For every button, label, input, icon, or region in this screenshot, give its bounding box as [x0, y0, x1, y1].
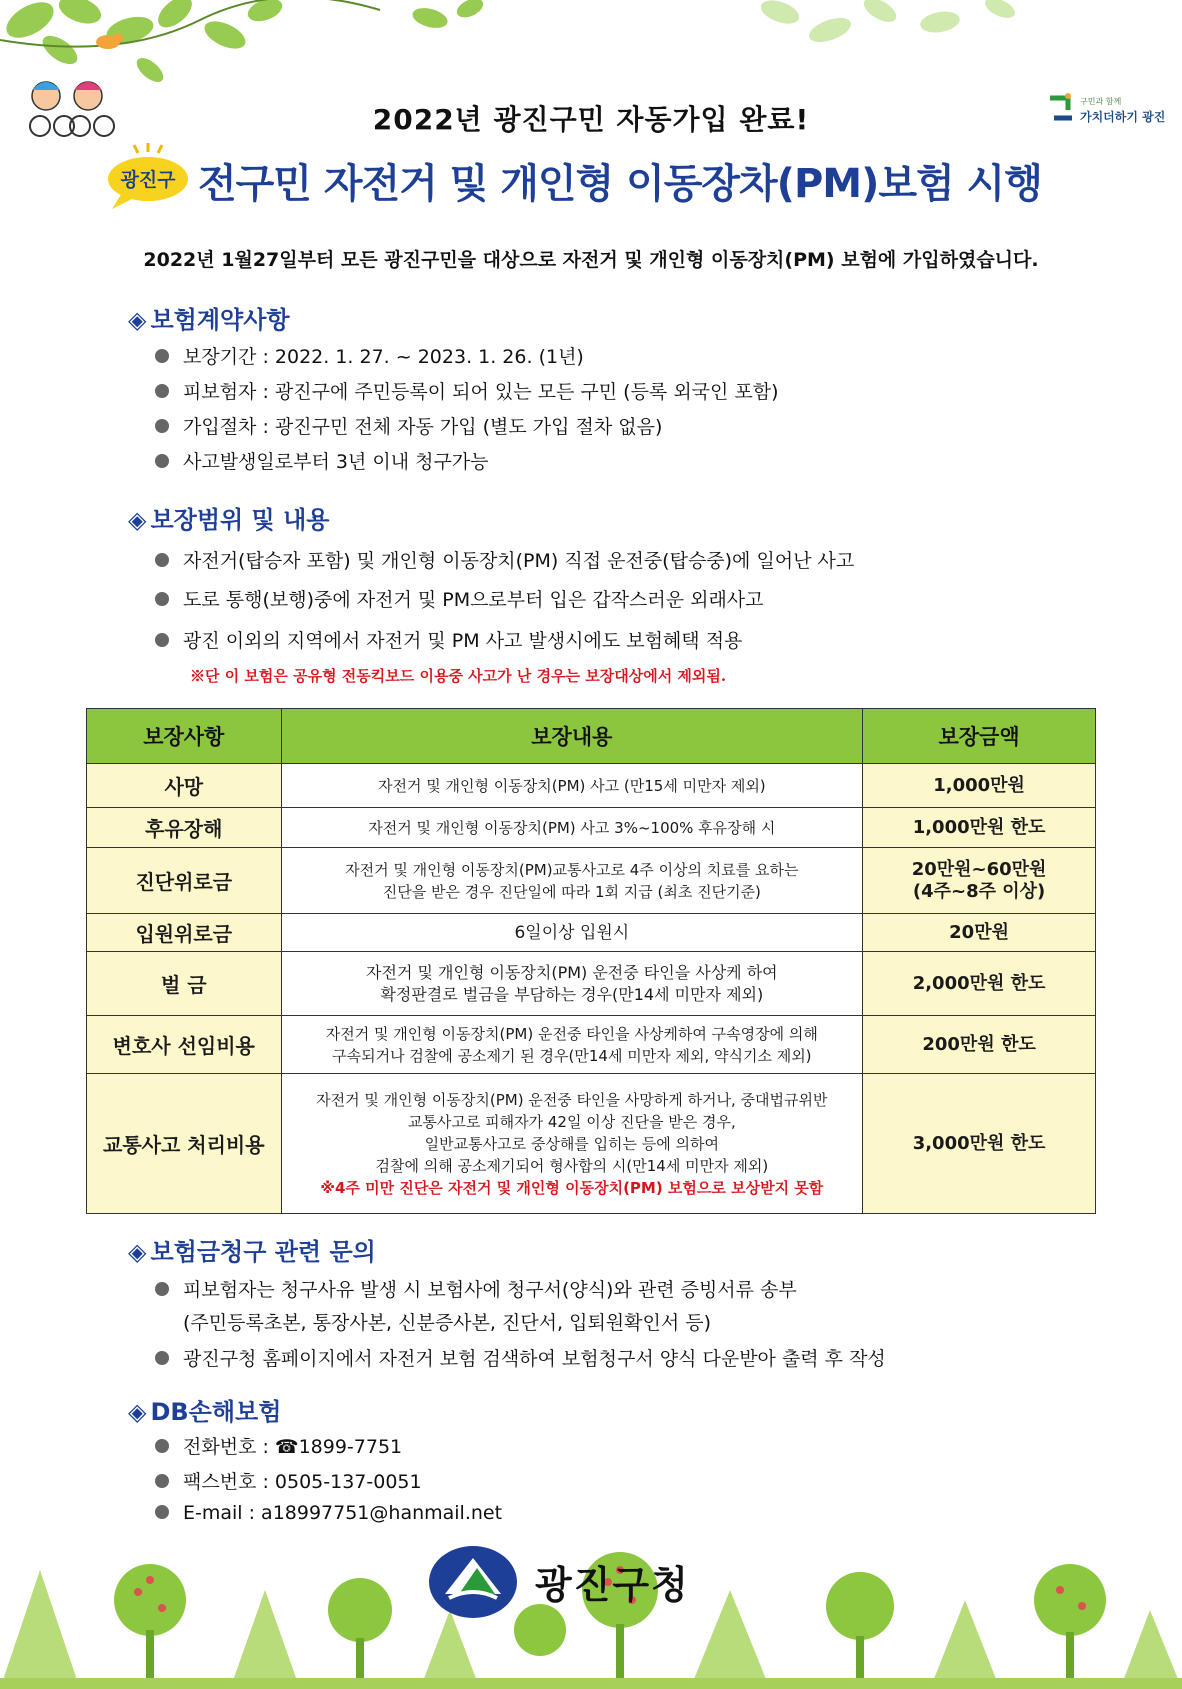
row-amount: 2,000만원 한도 — [863, 952, 1096, 1016]
contract-item-period: 보장기간 : 2022. 1. 27. ~ 2023. 1. 26. (1년) — [155, 342, 584, 369]
headline-line1: 2022년 광진구민 자동가입 완료! — [372, 103, 810, 136]
badge-text: 광진구 — [120, 169, 176, 191]
gwangjin-emblem-icon — [425, 1542, 521, 1622]
diamond-icon: ◈ — [128, 1398, 147, 1426]
row-content: 자전거 및 개인형 이동장치(PM) 운전중 타인을 사망하게 하거나, 중대법규위반 교통사고로 피해자가 42일 이상 진단을 받은 경우, 일반교통사고로 중상해를 입히는 등에 의하여 검찰에 의해 공소제기되어 형사합의 시(만14세 미만자 제외) ※4주 미만 진단은 자전거 및 개인형 이동장치(PM) 보험으로 보상받지 못함 — [281, 1074, 863, 1214]
slogan-small-text: 구민과 함께 — [1080, 97, 1122, 106]
insurer-email: E-mail : a18997751@hanmail.net — [155, 1502, 502, 1524]
row-item: 벌 금 — [87, 952, 282, 1016]
bullet-icon — [155, 419, 169, 433]
section-title-scope: ◈ 보장범위 및 내용 — [128, 506, 330, 534]
bullet-icon — [155, 349, 169, 363]
claim-item-1: 피보험자는 청구사유 발생 시 보험사에 청구서(양식)와 관련 증빙서류 송부 — [155, 1275, 797, 1302]
row-amount: 1,000만원 한도 — [863, 808, 1096, 848]
bullet-icon — [155, 1351, 169, 1365]
scope-exclusion-note: ※단 이 보험은 공유형 전동킥보드 이용중 사고가 난 경우는 보장대상에서 제외됨. — [190, 667, 727, 685]
claim-item-documents: (주민등록초본, 통장사본, 신분증사본, 진단서, 입퇴원확인서 등) — [183, 1312, 712, 1334]
contract-item-claim-window: 사고발생일로부터 3년 이내 청구가능 — [155, 447, 489, 474]
row-item: 후유장해 — [87, 808, 282, 848]
diamond-icon: ◈ — [128, 506, 147, 534]
row-amount: 3,000만원 한도 — [863, 1074, 1096, 1214]
scope-item-2: 도로 통행(보행)중에 자전거 및 PM으로부터 입은 갑작스러운 외래사고 — [155, 585, 764, 612]
contract-item-procedure: 가입절차 : 광진구민 전체 자동 가입 (별도 가입 절차 없음) — [155, 412, 662, 439]
coverage-table — [86, 708, 1096, 1214]
row-amount: 20만원~60만원 (4주~8주 이상) — [863, 848, 1096, 914]
table-row — [87, 848, 1096, 914]
header-item: 보장사항 — [87, 709, 282, 764]
scope-item-1: 자전거(탑승자 포함) 및 개인형 이동장치(PM) 직접 운전중(탑승중)에 일어난 사고 — [155, 546, 854, 573]
bullet-icon — [155, 1439, 169, 1453]
row-content: 자전거 및 개인형 이동장치(PM)교통사고로 4주 이상의 치료를 요하는 진단을 받은 경우 진단일에 따라 1회 지급 (최초 진단기준) — [281, 848, 863, 914]
insurer-fax: 팩스번호 : 0505-137-0051 — [155, 1467, 422, 1494]
row-amount: 20만원 — [863, 914, 1096, 952]
row-item: 사망 — [87, 764, 282, 808]
bullet-icon — [155, 1505, 169, 1519]
row-note: ※4주 미만 진단은 자전거 및 개인형 이동장치(PM) 보험으로 보상받지 못함 — [320, 1178, 824, 1197]
header-content: 보장내용 — [281, 709, 863, 764]
slogan-main-text: 가치더하기 광진 — [1080, 110, 1166, 124]
row-amount: 200만원 한도 — [863, 1016, 1096, 1074]
bullet-icon — [155, 454, 169, 468]
table-row — [87, 952, 1096, 1016]
insurer-phone: 전화번호 : ☎1899-7751 — [155, 1432, 402, 1459]
headline-line2: 전구민 자전거 및 개인형 이동장차(PM)보험 시행 — [198, 161, 1042, 207]
office-name: 광진구청 — [535, 1563, 690, 1607]
section-title-insurer: ◈ DB손해보험 — [128, 1398, 282, 1426]
row-item: 교통사고 처리비용 — [87, 1074, 282, 1214]
table-row — [87, 1016, 1096, 1074]
row-item: 변호사 선임비용 — [87, 1016, 282, 1074]
row-content: 자전거 및 개인형 이동장치(PM) 운전중 타인을 사상케하여 구속영장에 의해 구속되거나 검찰에 공소제기 된 경우(만14세 미만자 제외, 약식기소 제외) — [281, 1016, 863, 1074]
bullet-icon — [155, 1474, 169, 1488]
header-amount: 보장금액 — [863, 709, 1096, 764]
bullet-icon — [155, 553, 169, 567]
row-content: 자전거 및 개인형 이동장치(PM) 사고 3%~100% 후유장해 시 — [281, 808, 863, 848]
table-row — [87, 1074, 1096, 1214]
row-content: 자전거 및 개인형 이동장치(PM) 사고 (만15세 미만자 제외) — [281, 764, 863, 808]
row-item: 입원위로금 — [87, 914, 282, 952]
bullet-icon — [155, 1282, 169, 1296]
contract-item-insured: 피보험자 : 광진구에 주민등록이 되어 있는 모든 구민 (등록 외국인 포함) — [155, 377, 779, 404]
gwangjin-office-logo — [425, 1542, 745, 1622]
claim-item-2: 광진구청 홈페이지에서 자전거 보험 검색하여 보험청구서 양식 다운받아 출력 후 작성 — [155, 1344, 886, 1371]
bullet-icon — [155, 384, 169, 398]
gwangjin-badge — [104, 143, 192, 213]
row-item: 진단위로금 — [87, 848, 282, 914]
table-header-row — [87, 709, 1096, 764]
section-title-claim: ◈ 보험금청구 관련 문의 — [128, 1238, 376, 1266]
scope-item-3: 광진 이외의 지역에서 자전거 및 PM 사고 발생시에도 보험혜택 적용 — [155, 626, 742, 653]
bullet-icon — [155, 592, 169, 606]
intro-text: 2022년 1월27일부터 모든 광진구민을 대상으로 자전거 및 개인형 이동장치(PM) 보험에 가입하였습니다. — [143, 249, 1039, 271]
diamond-icon: ◈ — [128, 1238, 147, 1266]
row-content: 자전거 및 개인형 이동장치(PM) 운전중 타인을 사상케 하여 확정판결로 벌금을 부담하는 경우(만14세 미만자 제외) — [281, 952, 863, 1016]
table-row — [87, 764, 1096, 808]
table-row — [87, 808, 1096, 848]
bullet-icon — [155, 633, 169, 647]
diamond-icon: ◈ — [128, 306, 147, 334]
section-title-contract: ◈ 보험계약사항 — [128, 306, 290, 334]
row-content: 6일이상 입원시 — [281, 914, 863, 952]
row-amount: 1,000만원 — [863, 764, 1096, 808]
table-row — [87, 914, 1096, 952]
